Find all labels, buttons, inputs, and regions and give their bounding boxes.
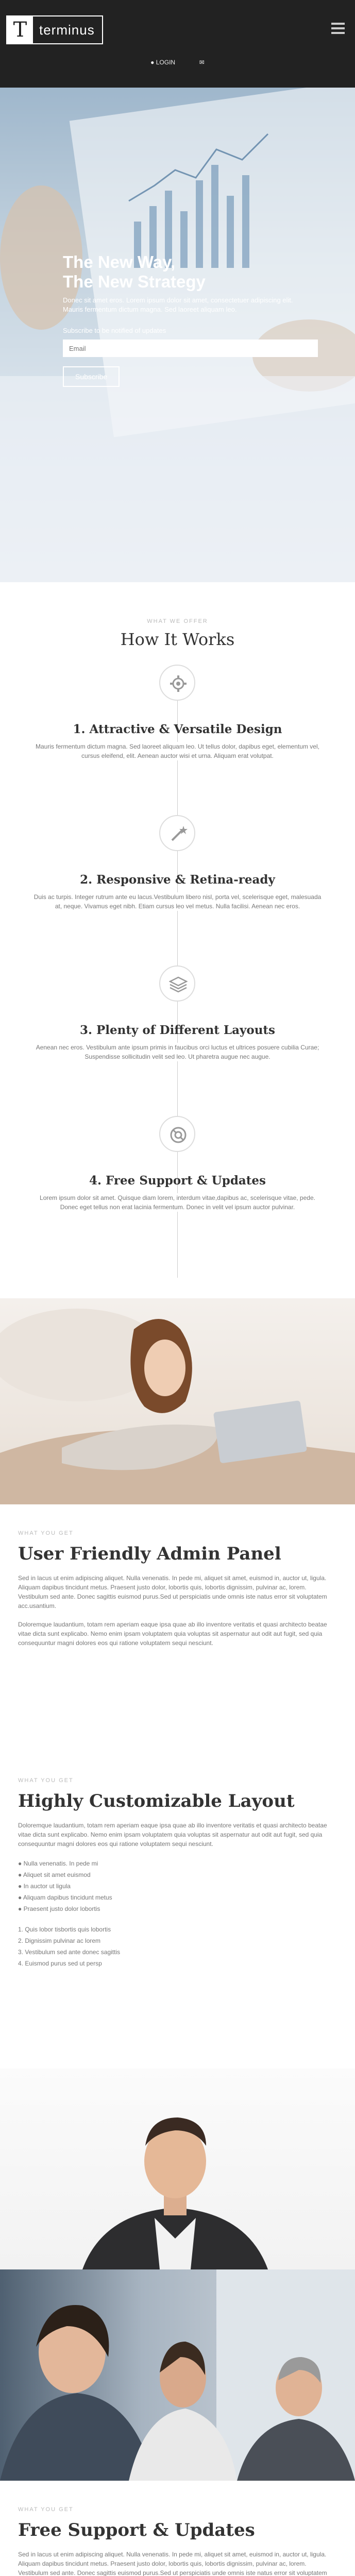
login-link[interactable]: LOGIN — [156, 59, 176, 66]
support-paragraph-1: Sed in lacus ut enim adipiscing aliquet. Nulla venenatis. In pede mi, aliquet sit amet, euismod in, auctor ut, ligula. Aliquam dapibus tincidunt metus. Praesent justo dolor, lobortis quis, lobortis dignissim, pulvinar ac, lorem. Vestibulum sed ante. Donec sagittis euismod purus.Sed ut perspiciatis unde omnis iste natus error sit voluptatem — [18, 2551, 327, 2576]
mail-icon[interactable]: ✉ — [199, 59, 205, 66]
hero-subscribe-button[interactable]: Subscribe — [63, 366, 120, 387]
hero-email-input[interactable] — [63, 340, 318, 357]
user-icon: ● — [150, 59, 155, 66]
woman-with-laptop-photo — [0, 1298, 355, 1504]
menu-icon[interactable] — [331, 23, 345, 37]
how-it-works-section — [0, 582, 355, 1298]
how-kicker: WHAT WE OFFER — [147, 618, 208, 624]
admin-paragraph-2: Doloremque laudantium, totam rem aperiam eaque ipsa quae ab illo inventore veritatis et quasi architecto beatae vitae dicta sunt explicabo. Nemo enim ipsam voluptatem quia voluptas sit aspernatur aut odit aut fugit, sed quia consequuntur magni dolores eos qui ratione voluptatem sequi nesciunt. — [18, 1621, 327, 1647]
magic-icon — [159, 815, 195, 851]
support-section — [0, 2481, 355, 2576]
support-icon — [159, 1116, 195, 1152]
layout-title: Highly Customizable Layout — [18, 1791, 295, 1811]
hero-title-line2: The New Strategy — [63, 272, 206, 291]
site-header — [0, 0, 355, 88]
logo-mark: T — [7, 16, 33, 43]
step-2 — [0, 815, 355, 965]
step-2-title: 2. Responsive & Retina-ready — [80, 873, 275, 887]
hero-content — [63, 252, 320, 387]
list-item: 1. Quis lobor tisbortis quis lobortis — [18, 1926, 111, 1933]
list-item: ● Aliquam dapibus tincidunt metus — [18, 1894, 112, 1901]
admin-panel-section — [0, 1504, 355, 1752]
list-item: ● Nulla venenatis. In pede mi — [18, 1860, 98, 1867]
utility-bar — [0, 59, 355, 66]
step-2-text: Duis ac turpis. Integer rutrum ante eu lacus.Vestibulum libero nisl, porta vel, scelerisque eget, malesuada at, neque. Vivamus eget nibh. Etiam cursus leo vel metus. Nulla facilisi. Aenean nec eros. — [31, 892, 324, 911]
step-4-text: Lorem ipsum dolor sit amet. Quisque diam lorem, interdum vitae,dapibus ac, scelerisque vitae, pede. Donec eget tellus non erat lacinia fermentum. Donec in velit vel ipsum auctor pulvinar. — [31, 1193, 324, 1212]
admin-paragraph-1: Sed in lacus ut enim adipiscing aliquet. Nulla venenatis. In pede mi, aliquet sit amet, euismod in, auctor ut, ligula. Aliquam dapibus tincidunt metus. Praesent justo dolor, lobortis quis, lobortis dignissim, pulvinar ac, lorem. Vestibulum sed ante. Donec sagittis euismod purus.Sed ut perspiciatis unde omnis iste natus error sit voluptatem acc.usantium. — [18, 1574, 327, 1609]
support-kicker: WHAT YOU GET — [18, 2506, 74, 2513]
list-item: 4. Euismod purus sed ut persp — [18, 1960, 102, 1967]
hero-section — [0, 88, 355, 582]
layout-kicker: WHAT YOU GET — [18, 1777, 74, 1784]
hero-title — [63, 252, 320, 292]
feature-list-1 — [18, 1858, 337, 1914]
list-item: 2. Dignissim pulvinar ac lorem — [18, 1937, 101, 1944]
gear-icon — [159, 665, 195, 701]
list-item: ● In auctor ut ligula — [18, 1883, 71, 1890]
feature-list-2 — [18, 1924, 337, 1969]
list-item: 3. Vestibulum sed ante donec sagittis — [18, 1948, 121, 1956]
step-1-title: 1. Attractive & Versatile Design — [73, 722, 282, 736]
list-item: ● Praesent justo dolor lobortis — [18, 1905, 100, 1912]
how-title: How It Works — [120, 630, 235, 649]
logo-text: terminus — [39, 22, 95, 38]
admin-title: User Friendly Admin Panel — [18, 1544, 281, 1564]
layout-section — [0, 1752, 355, 2069]
step-3-title: 3. Plenty of Different Layouts — [79, 1023, 276, 1037]
hero-text: Donec sit amet eros. Lorem ipsum dolor sit amet, consectetuer adipiscing elit. Mauris fermentum dictum magna. Sed laoreet aliquam leo. — [63, 296, 293, 313]
step-4 — [0, 1116, 355, 1266]
support-title: Free Support & Updates — [18, 2520, 255, 2540]
hero-notify-text: Subscribe to be notified of updates — [63, 327, 166, 334]
layers-icon — [159, 965, 195, 1002]
steps-timeline — [0, 665, 355, 1266]
site-logo[interactable] — [6, 15, 103, 44]
hero-title-line1: The New Way, — [63, 252, 176, 272]
step-3 — [0, 965, 355, 1116]
applauding-team-photo — [0, 2269, 355, 2481]
list-item: ● Aliquet sit amet euismod — [18, 1871, 91, 1878]
step-1 — [0, 665, 355, 815]
step-4-title: 4. Free Support & Updates — [89, 1174, 266, 1188]
smiling-man-photo — [0, 2069, 355, 2269]
admin-kicker: WHAT YOU GET — [18, 1530, 74, 1536]
step-3-text: Aenean nec eros. Vestibulum ante ipsum primis in faucibus orci luctus et ultrices posuere cubilia Curae; Suspendisse sollicitudin velit sed leo. Ut pharetra augue nec augue. — [31, 1043, 324, 1061]
step-1-text: Mauris fermentum dictum magna. Sed laoreet aliquam leo. Ut tellus dolor, dapibus eget, elementum vel, cursus eleifend, elit. Aenean auctor wisi et urna. Aliquam erat volutpat. — [31, 742, 324, 760]
layout-paragraph: Doloremque laudantium, totam rem aperiam eaque ipsa quae ab illo inventore veritatis et quasi architecto beatae vitae dicta sunt explicabo. Nemo enim ipsam voluptatem quia voluptas sit aspernatur aut odit aut fugit, sed quia consequuntur magni dolores eos qui ratione voluptatem sequi nesciunt. — [18, 1822, 327, 1848]
